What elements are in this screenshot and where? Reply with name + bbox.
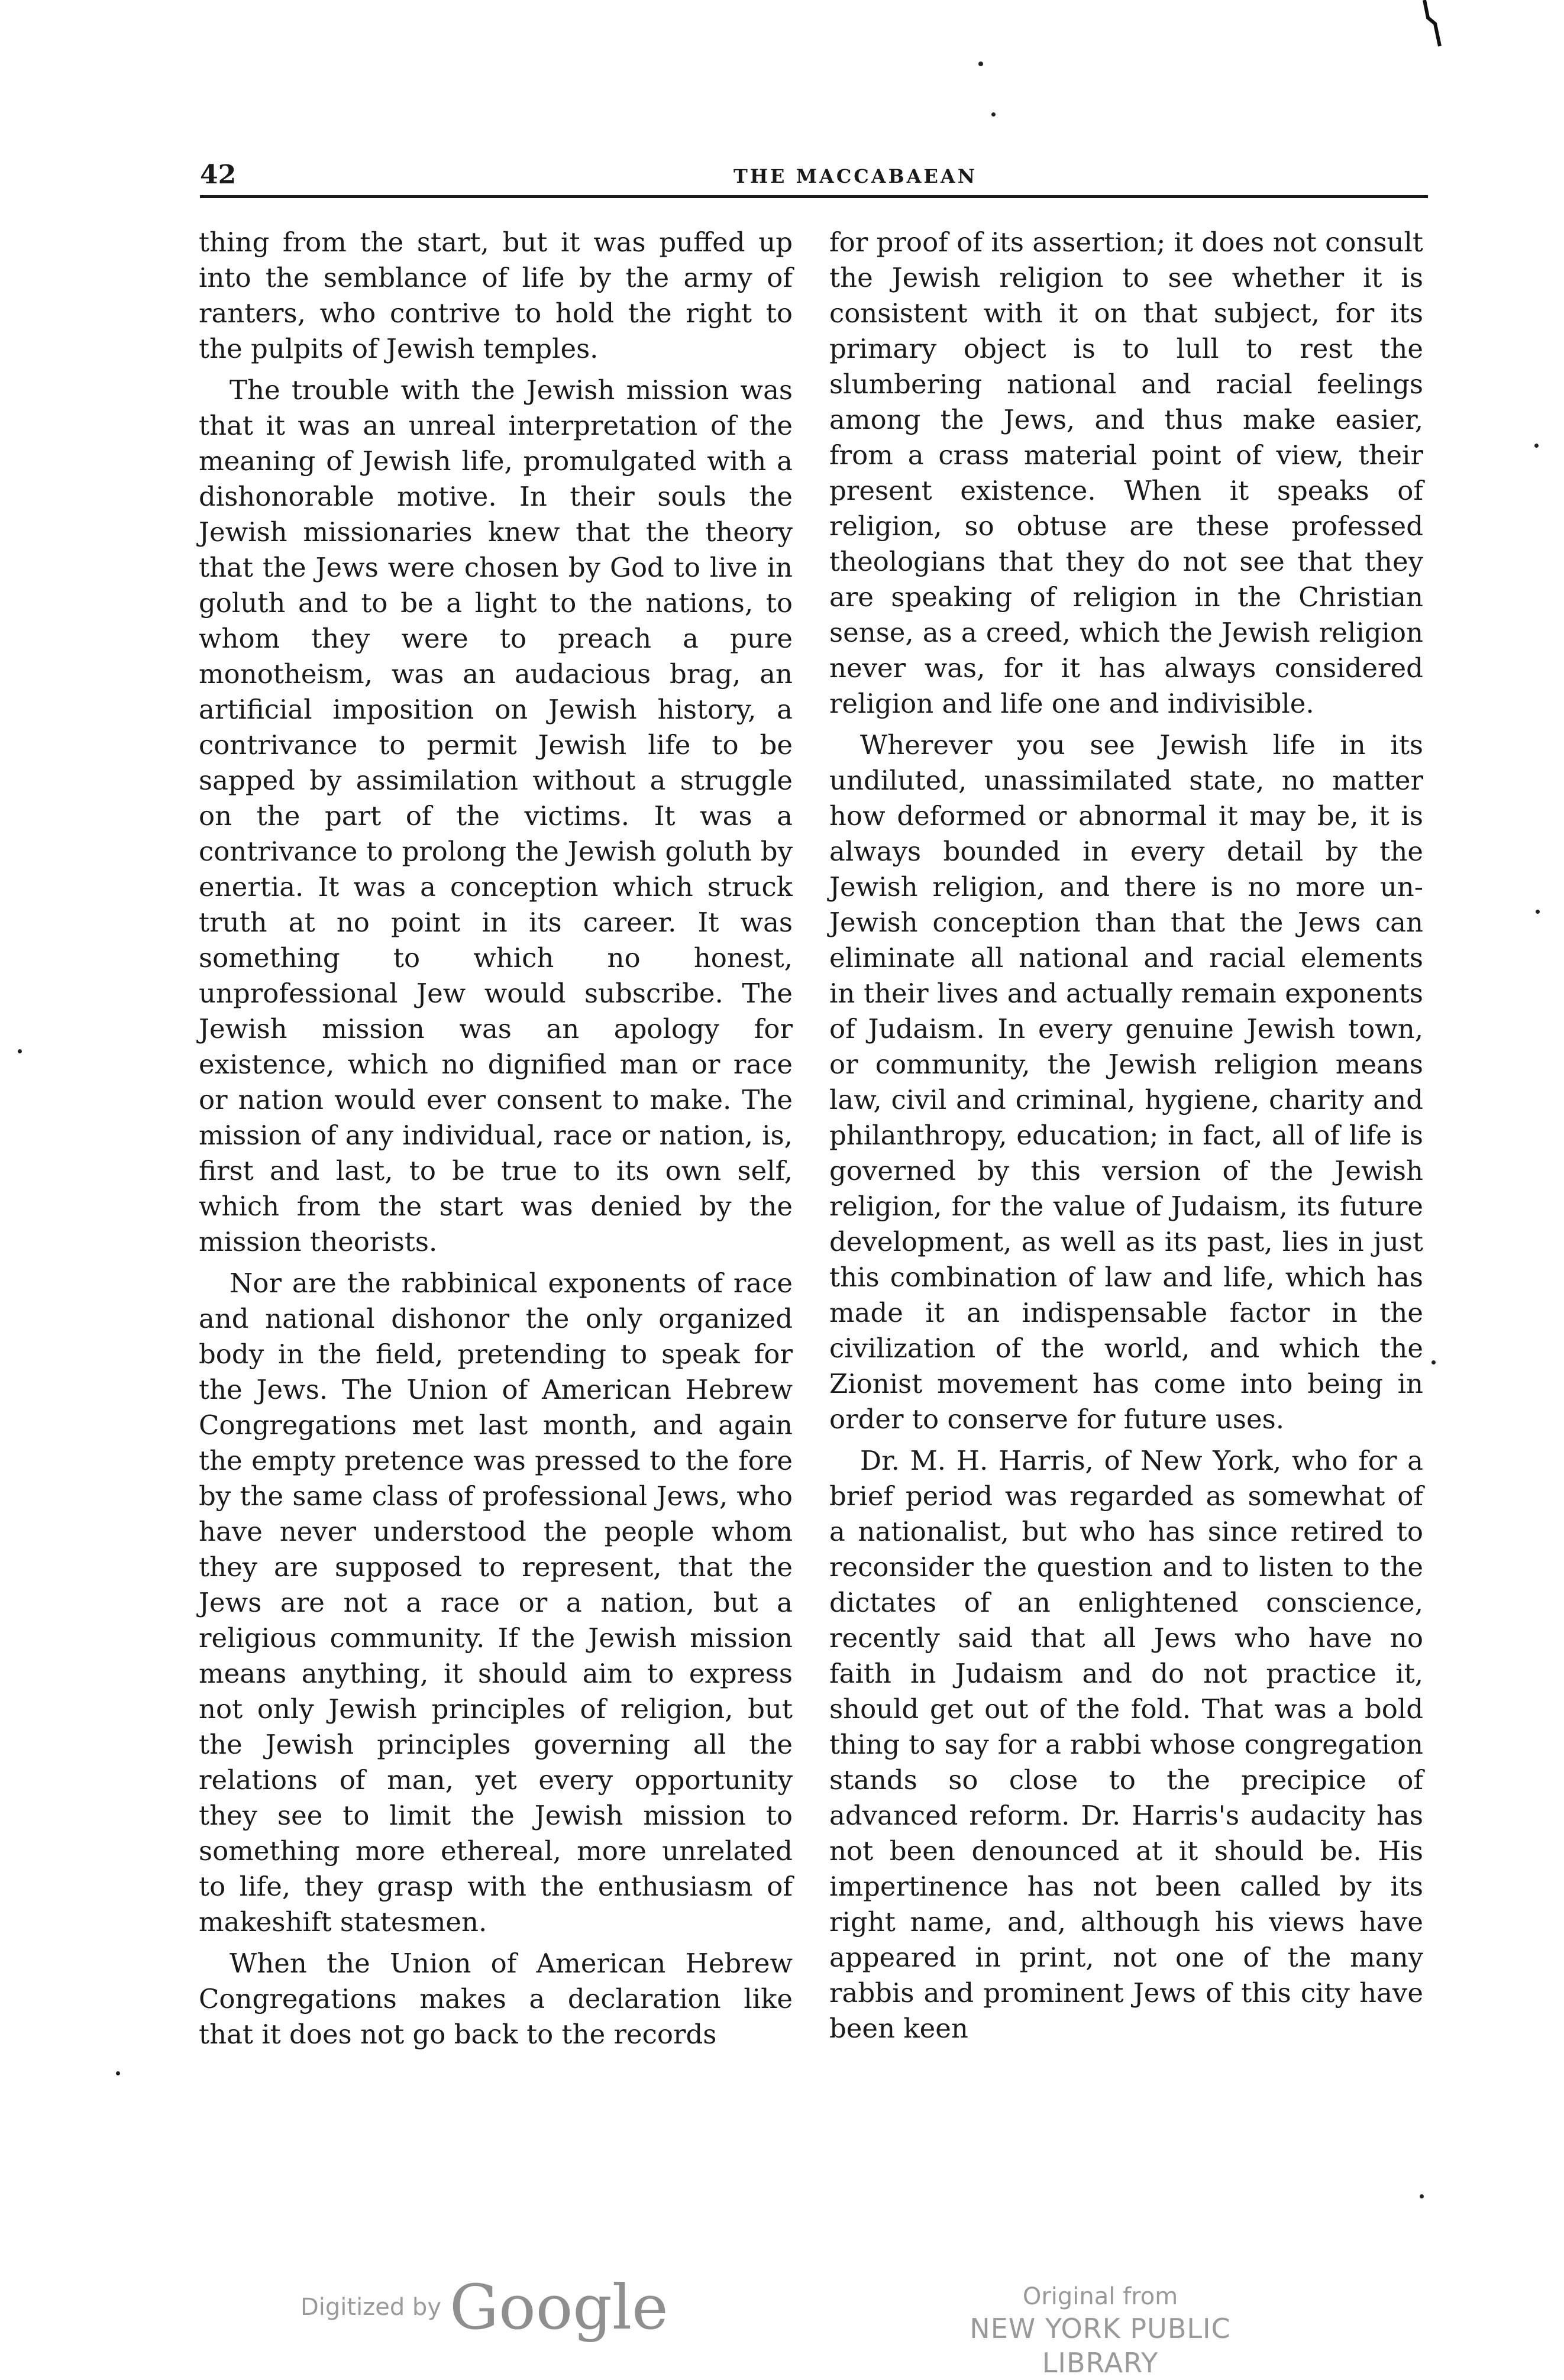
paragraph: When the Union of American Hebrew Congregations makes a declaration like that it does not go back to the records [199, 1948, 793, 2050]
scan-speck [116, 2071, 120, 2075]
library-name: NEW YORK PUBLIC LIBRARY [970, 2313, 1231, 2379]
page-number: 42 [200, 160, 237, 190]
google-logo: Google [450, 2271, 668, 2343]
scan-speck [1431, 1360, 1436, 1364]
paragraph: for proof of its assertion; it does not consult the Jewish religion to see whether it is consistent with it on that subject, for its primary object is to lull to rest the slumbering national and racial feelings among the Jews, and thus make easier, from a crass material point of view, their present existence. When it speaks of religion, so obtuse are these professed theologians that they do not see that they are speaking of religion in the Christian sense, as a creed, which the Jewish religion never was, for it has always considered religion and life one and indivisible. [829, 227, 1423, 719]
left-column [199, 225, 793, 2058]
original-from-label: Original from [1022, 2283, 1178, 2310]
running-head: THE MACCABAEAN [733, 165, 977, 187]
original-source-watermark [911, 2282, 1290, 2380]
scan-speck [1420, 2194, 1424, 2198]
digitized-label: Digitized by [300, 2294, 441, 2321]
scan-speck [991, 112, 996, 117]
scan-speck [1536, 910, 1540, 914]
paragraph: Nor are the rabbinical exponents of race and national dishonor the only organized body in the field, pretending to speak for the Jews. The Union of American Hebrew Congregations met last month, and again the empty pretence was pressed to the fore by the same class of professional Jews, who have never understood the people whom they are supposed to represent, that the Jews are not a race or a nation, but a religious community. If the Jewish mission means anything, it should aim to express not only Jewish principles of religion, but the Jewish principles governing all the relations of man, yet every opportunity they see to limit the Jewish mission to something more ethereal, more unrelated to life, they grasp with the enthusiasm of makeshift statesmen. [199, 1267, 793, 1938]
scan-corner-mark [1422, 0, 1446, 47]
scan-speck [1534, 444, 1539, 448]
paragraph: The trouble with the Jewish mission was that it was an unreal interpretation of the meaning of Jewish life, promulgated with a dishonorable motive. In their souls the Jewish missionaries knew that the theory that the Jews were chosen by God to live in goluth and to be a light to the nations, to whom they were to preach a pure monotheism, was an audacious brag, an artificial imposition on Jewish history, a contrivance to permit Jewish life to be sapped by assimilation without a struggle on the part of the victims. It was a contrivance to prolong the Jewish goluth by enertia. It was a conception which struck truth at no point in its career. It was something to which no honest, unprofessional Jew would subscribe. The Jewish mission was an apology for existence, which no dignified man or race or nation would ever consent to make. The mission of any individual, race or nation, is, first and last, to be true to its own self, which from the start was denied by the mission theorists. [199, 374, 793, 1257]
scan-speck [18, 1049, 22, 1053]
digitized-by-watermark [300, 2271, 668, 2343]
header-rule [200, 195, 1428, 198]
paragraph: Wherever you see Jewish life in its undiluted, unassimilated state, no matter how deformed or abnormal it may be, it is always bounded in every detail by the Jewish religion, and there is no more un-Jewish conception than that the Jews can eliminate all national and racial elements in their lives and actually remain exponents of Judaism. In every genuine Jewish town, or community, the Jewish religion means law, civil and criminal, hygiene, charity and philanthropy, education; in fact, all of life is governed by this version of the Jewish religion, for the value of Judaism, its future development, as well as its past, lies in just this combination of law and life, which has made it an indispensable factor in the civilization of the world, and which the Zionist movement has come into being in order to conserve for future uses. [829, 729, 1423, 1435]
right-column [829, 225, 1423, 2052]
scan-speck [978, 62, 983, 66]
paragraph: thing from the start, but it was puffed up into the semblance of life by the army of ranters, who contrive to hold the right to the pulpits of Jewish temples. [199, 227, 793, 364]
paragraph: Dr. M. H. Harris, of New York, who for a brief period was regarded as somewhat of a nationalist, but who has since retired to reconsider the question and to listen to the dictates of an enlightened conscience, recently said that all Jews who have no faith in Judaism and do not practice it, should get out of the fold. That was a bold thing to say for a rabbi whose congregation stands so close to the precipice of advanced reform. Dr. Harris's audacity has not been denounced at it should be. His impertinence has not been called by its right name, and, although his views have appeared in print, not one of the many rabbis and prominent Jews of this city have been keen [829, 1445, 1423, 2044]
